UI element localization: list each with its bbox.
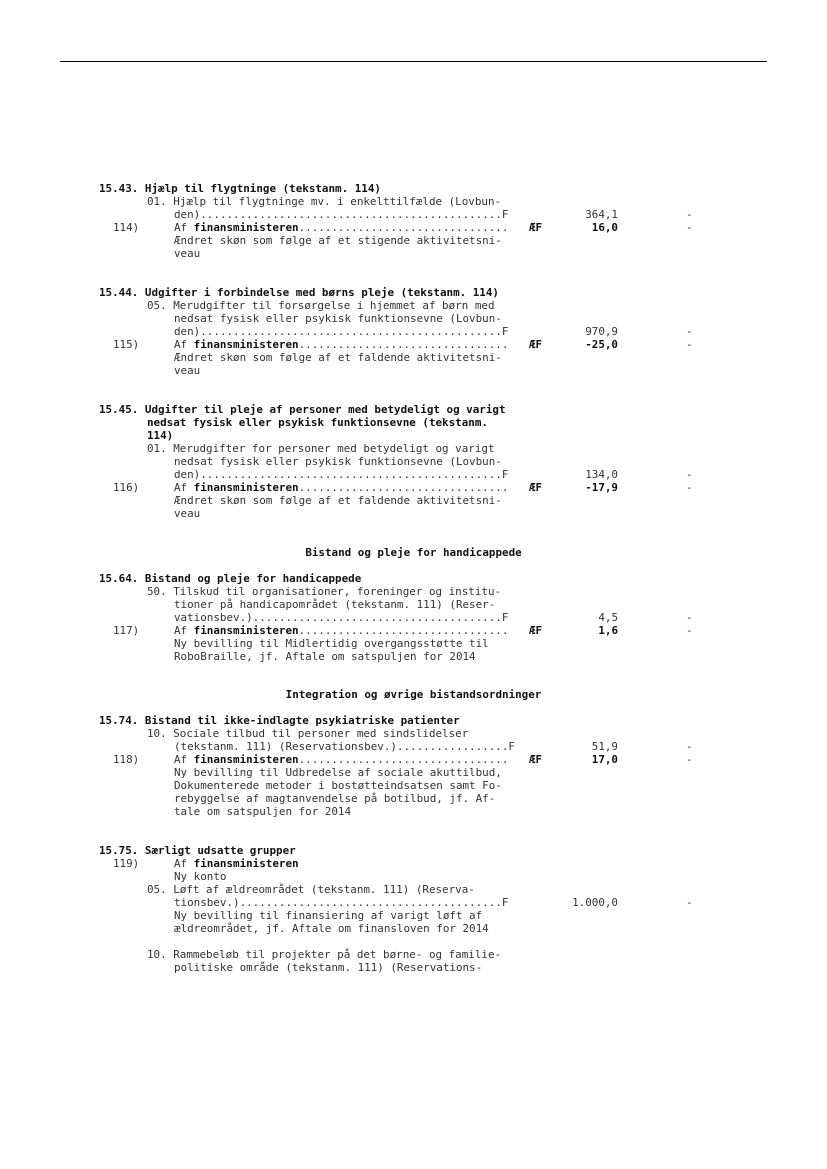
- new-account: Ny konto: [174, 870, 227, 883]
- item-line: 01. Merudgifter for personer med betydeligt og varigt: [147, 442, 495, 455]
- note-number: 116): [113, 481, 140, 494]
- section-heading: 15.44. Udgifter i forbindelse med børns pleje (tekstanm. 114): [99, 286, 499, 299]
- comment-line: Dokumenterede metoder i bostøtteindsatsen samt Fo-: [174, 779, 502, 792]
- comment-line: Ændret skøn som følge af et stigende aktivitetsni-: [174, 234, 502, 247]
- af-dash: -: [686, 753, 693, 766]
- item-line: vationsbev.)......................................F: [174, 611, 509, 624]
- item-amount: 51,9: [591, 740, 618, 753]
- item-dash: -: [686, 740, 693, 753]
- comment-line: veau: [174, 507, 201, 520]
- note-number: 119): [113, 857, 140, 870]
- comment-line: Ændret skøn som følge af et faldende aktivitetsni-: [174, 494, 502, 507]
- comment-line: RoboBraille, jf. Aftale om satspuljen for 2014: [174, 650, 476, 663]
- af-line: [174, 857, 299, 870]
- item-line: 50. Tilskud til organisationer, foreninger og institu-: [147, 585, 502, 598]
- af-prefix: Af: [174, 624, 194, 637]
- section-heading-cont: nedsat fysisk eller psykisk funktionsevne (tekstanm.: [147, 416, 488, 429]
- item-line: 05. Merudgifter til forsørgelse i hjemmet af børn med: [147, 299, 495, 312]
- item-line: tioner på handicapområdet (tekstanm. 111) (Reser-: [174, 598, 496, 611]
- af-prefix: Af: [174, 753, 194, 766]
- center-title: Bistand og pleje for handicappede: [305, 546, 522, 559]
- af-line: [174, 753, 508, 766]
- item-dash: -: [686, 611, 693, 624]
- item-amount: 134,0: [585, 468, 618, 481]
- comment-line: Ny bevilling til Udbredelse af sociale akuttilbud,: [174, 766, 502, 779]
- af-dash: -: [686, 221, 693, 234]
- item-amount: 364,1: [585, 208, 618, 221]
- comment-line: Ny bevilling til Midlertidig overgangsstøtte til: [174, 637, 489, 650]
- note-number: 114): [113, 221, 140, 234]
- af-ministry: finansministeren: [193, 857, 299, 870]
- af-dots: ................................: [298, 338, 509, 351]
- af-code: ÆF: [529, 221, 543, 234]
- af-ministry: finansministeren: [193, 624, 299, 637]
- section-heading: 15.43. Hjælp til flygtninge (tekstanm. 114): [99, 182, 381, 195]
- item-line: (tekstanm. 111) (Reservationsbev.).................F: [174, 740, 515, 753]
- item-amount: 970,9: [585, 325, 618, 338]
- af-ministry: finansministeren: [193, 338, 299, 351]
- comment-line: veau: [174, 364, 201, 377]
- af-line: [174, 221, 508, 234]
- af-amount: 17,0: [591, 753, 618, 766]
- af-prefix: Af: [174, 857, 194, 870]
- af-line: [174, 338, 508, 351]
- comment-line: tale om satspuljen for 2014: [174, 805, 352, 818]
- item-line: den)..............................................F: [174, 325, 509, 338]
- af-dots: ................................: [298, 624, 509, 637]
- af-dots: ................................: [298, 753, 509, 766]
- af-code: ÆF: [529, 624, 543, 637]
- section-heading: 15.74. Bistand til ikke-indlagte psykiatriske patienter: [99, 714, 460, 727]
- af-code: ÆF: [529, 338, 543, 351]
- af-amount: 16,0: [591, 221, 618, 234]
- section-heading-cont: 114): [147, 429, 174, 442]
- af-ministry: finansministeren: [193, 753, 299, 766]
- item-line: nedsat fysisk eller psykisk funktionsevne (Lovbun-: [174, 455, 502, 468]
- comment-line: rebyggelse af magtanvendelse på botilbud, jf. Af-: [174, 792, 496, 805]
- comment-line: Ny bevilling til finansiering af varigt løft af: [174, 909, 483, 922]
- af-code: ÆF: [529, 753, 543, 766]
- comment-line: veau: [174, 247, 201, 260]
- item-line: tionsbev.)........................................F: [174, 896, 509, 909]
- note-number: 117): [113, 624, 140, 637]
- item-amount: 4,5: [598, 611, 618, 624]
- item-dash: -: [686, 468, 693, 481]
- af-prefix: Af: [174, 338, 194, 351]
- item-dash: -: [686, 896, 693, 909]
- item-amount: 1.000,0: [572, 896, 618, 909]
- section-heading: 15.64. Bistand og pleje for handicappede: [99, 572, 362, 585]
- section-heading: 15.75. Særligt udsatte grupper: [99, 844, 296, 857]
- item-line: 05. Løft af ældreområdet (tekstanm. 111) (Reserva-: [147, 883, 475, 896]
- item-line: nedsat fysisk eller psykisk funktionsevne (Lovbun-: [174, 312, 502, 325]
- item-dash: -: [686, 208, 693, 221]
- item-dash: -: [686, 325, 693, 338]
- af-dash: -: [686, 624, 693, 637]
- item-line: den)..............................................F: [174, 208, 509, 221]
- item-line: politiske område (tekstanm. 111) (Reservations-: [174, 961, 483, 974]
- item-line: den)..............................................F: [174, 468, 509, 481]
- top-rule: [60, 61, 767, 62]
- af-code: ÆF: [529, 481, 543, 494]
- af-prefix: Af: [174, 221, 194, 234]
- comment-line: Ændret skøn som følge af et faldende aktivitetsni-: [174, 351, 502, 364]
- section-heading: 15.45. Udgifter til pleje af personer med betydeligt og varigt: [99, 403, 506, 416]
- comment-line: ældreområdet, jf. Aftale om finansloven for 2014: [174, 922, 489, 935]
- note-number: 115): [113, 338, 140, 351]
- af-prefix: Af: [174, 481, 194, 494]
- item-line: 10. Rammebeløb til projekter på det børne- og familie-: [147, 948, 502, 961]
- af-amount: -25,0: [585, 338, 618, 351]
- af-dash: -: [686, 481, 693, 494]
- af-amount: 1,6: [598, 624, 618, 637]
- note-number: 118): [113, 753, 140, 766]
- item-line: 01. Hjælp til flygtninge mv. i enkelttilfælde (Lovbun-: [147, 195, 502, 208]
- af-line: [174, 481, 508, 494]
- af-ministry: finansministeren: [193, 481, 299, 494]
- af-amount: -17,9: [585, 481, 618, 494]
- af-dots: ................................: [298, 221, 509, 234]
- af-dash: -: [686, 338, 693, 351]
- center-title: Integration og øvrige bistandsordninger: [285, 688, 542, 701]
- item-line: 10. Sociale tilbud til personer med sindslidelser: [147, 727, 469, 740]
- af-line: [174, 624, 508, 637]
- af-ministry: finansministeren: [193, 221, 299, 234]
- af-dots: ................................: [298, 481, 509, 494]
